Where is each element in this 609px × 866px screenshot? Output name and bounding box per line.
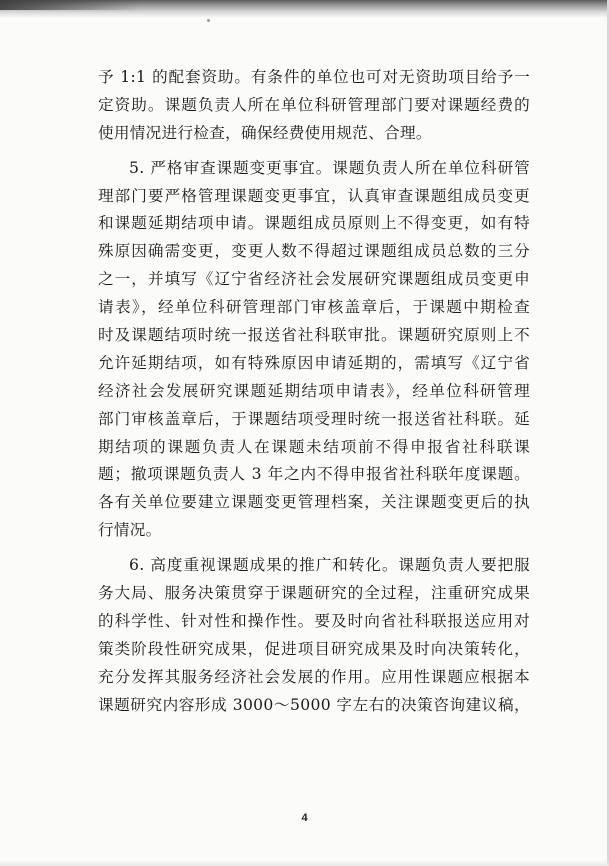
- scan-artifact-dot: [207, 19, 210, 22]
- text-line: 部门审核盖章后，于课题结项受理时统一报送省社科联。延: [98, 409, 530, 428]
- text-line: 之一，并填写《辽宁省经济社会发展研究课题组成员变更申: [98, 270, 530, 289]
- text-line: 时及课题结项时统一报送省社科联审批。课题研究原则上不: [98, 326, 530, 345]
- text-line: 务大局、服务决策贯穿于课题研究的全过程，注重研究成果: [98, 584, 530, 603]
- text-line: 理部门要严格管理课题变更事宜，认真审查课题组成员变更: [98, 186, 530, 205]
- text-line: 和课题延期结项申请。课题组成员原则上不得变更，如有特: [98, 214, 530, 233]
- scan-bottom-band: [0, 860, 609, 866]
- text-line: 各有关单位要建立课题变更管理档案，关注课题变更后的执: [98, 493, 530, 512]
- text-line: 经济社会发展研究课题延期结项申请表》，经单位科研管理: [98, 381, 530, 400]
- text-line: 课题研究内容形成 3000～5000 字左右的决策咨询建议稿，: [98, 695, 530, 714]
- text-line: 定资助。课题负责人所在单位科研管理部门要对课题经费的: [98, 95, 530, 114]
- text-line: 充分发挥其服务经济社会发展的作用。应用性课题应根据本: [98, 667, 530, 686]
- text-line: 请表》，经单位科研管理部门审核盖章后，于课题中期检查: [98, 298, 530, 317]
- text-line: 的科学性、针对性和操作性。要及时向省社科联报送应用对: [98, 611, 530, 630]
- text-line: 策类阶段性研究成果，促进项目研究成果及时向决策转化，: [98, 639, 530, 658]
- text-line: 题；撤项课题负责人 3 年之内不得申报省社科联年度课题。: [98, 465, 530, 484]
- body-text: [98, 64, 530, 719]
- section-5-heading-line: 5. 严格审查课题变更事宜。课题负责人所在单位科研管: [129, 158, 530, 177]
- section-6-heading-line: 6. 高度重视课题成果的推广和转化。课题负责人要把服: [129, 556, 530, 575]
- text-line: 使用情况进行检查，确保经费使用规范、合理。: [98, 123, 432, 142]
- page-number: 4: [301, 812, 308, 824]
- text-line: 允许延期结项，如有特殊原因申请延期的，需填写《辽宁省: [98, 353, 530, 372]
- text-line: 殊原因确需变更，变更人数不得超过课题组成员总数的三分: [98, 242, 530, 261]
- scan-top-shadow-edge: [0, 0, 140, 10]
- text-line: 期结项的课题负责人在课题未结项前不得申报省社科联课: [98, 437, 530, 456]
- text-line: 予 1:1 的配套资助。有条件的单位也可对无资助项目给予一: [98, 68, 530, 86]
- text-line: 行情况。: [98, 521, 162, 540]
